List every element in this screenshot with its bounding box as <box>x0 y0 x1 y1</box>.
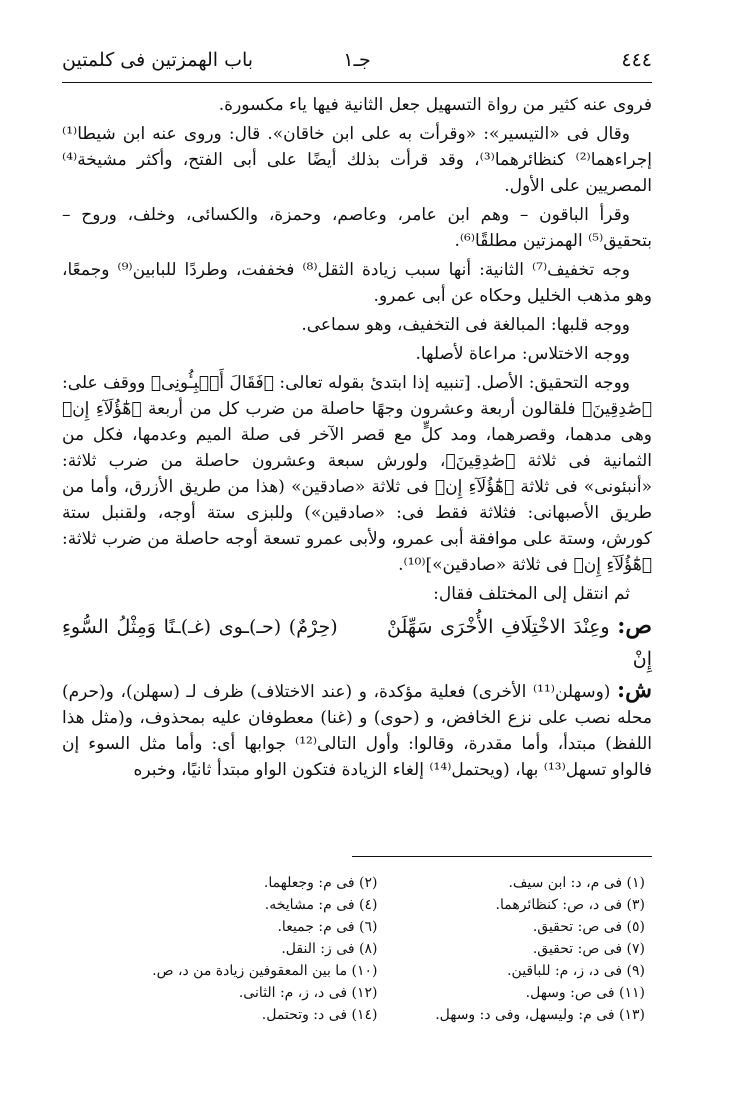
page-header <box>62 44 652 76</box>
commentary-label: ش: <box>617 677 652 703</box>
main-text <box>62 92 652 786</box>
footnote: (١٠) ما بين المعقوفين زيادة من د، ص. <box>152 963 378 979</box>
paragraph: ووجه قلبها: المبالغة فى التخفيف، وهو سماعى. <box>301 315 630 335</box>
paragraph: وقرأ الباقون – وهم ابن عامر، وعاصم، وحمزة، والكسائى، وخلف، وروح – بتحقيق⁽⁵⁾ الهمزتين مطلقًا⁽⁶⁾. <box>62 205 652 251</box>
verse-line <box>62 610 652 675</box>
footnote: (٣) فى د، ص: كنظائرهما. <box>495 897 645 913</box>
footnote: (١) فى م، د: ابن سيف. <box>508 875 645 891</box>
paragraph: وقال فى «التيسير»: «وقرأت به على ابن خاقان». قال: وروى عنه ابن شيطا⁽¹⁾ إجراءهما⁽²⁾ كنظائرهما⁽³⁾، وقد قرأت بذلك أيضًا على أبى الفتح، وأكثر مشيخة⁽⁴⁾ المصريين على الأول. <box>62 124 653 196</box>
paragraph: ووجه الاختلاس: مراعاة لأصلها. <box>415 344 630 364</box>
footnote: (١٣) فى م: وليسهل، وفى د: وسهل. <box>435 1007 645 1023</box>
footnote: (٩) فى د، ز، م: للباقين. <box>507 963 645 979</box>
footnote: (٢) فى م: وجعلهما. <box>263 875 378 891</box>
footnote: (٦) فى م: جميعا. <box>277 919 378 935</box>
header-divider <box>62 82 652 83</box>
footnotes <box>150 872 645 1026</box>
verse-label: ص: <box>617 613 653 639</box>
volume-label: جـ١ <box>343 49 371 71</box>
footnote: (١٤) فى د: وتحتمل. <box>261 1007 378 1023</box>
paragraph: وجه تخفيف⁽⁷⁾ الثانية: أنها سبب زيادة الثقل⁽⁸⁾ فخففت، وطردًا للبابين⁽⁹⁾ وجمعًا، وهو مذهب الخليل وحكاه عن أبى عمرو. <box>62 260 652 306</box>
paragraph: ووجه التحقيق: الأصل. [تنبيه إذا ابتدئ بقوله تعالى: ﴿فَقَالَ أَنۢبِـُٔونِى﴾ ووقف على: ﴿صَٰدِقِينَ﴾ فلقالون أربعة وعشرون وجهًا حاصلة من ضرب كل من أربعة ﴿هَٰٓؤُلَآءِ إِن﴾ وهى مدهما، وقصرهما، ومد كلٍّ مع قصر الآخر فى صلة الميم وعدمها، فكل من الثمانية فى ثلاثة ﴿صَٰدِقِينَ﴾، ولورش سبعة وعشرون حاصلة من ضرب ثلاثة: «أنبئونى» فى ثلاثة ﴿هَٰٓؤُلَآءِ إِن﴾ فى ثلاثة «صادقين» (هذا من طريق الأزرق، وأما من طريق الأصبهانى: فثلاثة فقط فى: «صادقين») وللبزى ستة أوجه، ولقنبل ستة كورش، وستة على موافقة أبى عمرو، ولأبى عمرو تسعة أوجه حاصلة من ضرب ثلاثة: ﴿هَٰٓؤُلَآءِ إِن﴾ فى ثلاثة «صادقين»]⁽¹⁰⁾. <box>62 373 652 575</box>
footnote: (٥) فى ص: تحقيق. <box>532 919 645 935</box>
page-number: ٤٤٤ <box>621 49 652 71</box>
paragraph: فروى عنه كثير من رواة التسهيل جعل الثانية فيها ياء مكسورة. <box>218 95 652 115</box>
verse-hemistich-1: وعِنْدَ الاخْتِلَافِ الأُخْرَى سَهِّلَنْ <box>387 616 610 638</box>
footnote: (١٢) فى د، ز، م: الثانى. <box>238 985 378 1001</box>
footnote: (١١) فى ص: وسهل. <box>525 985 645 1001</box>
footnote: (٧) فى ص: تحقيق. <box>532 941 645 957</box>
commentary-paragraph <box>62 677 652 783</box>
chapter-title: باب الهمزتين فى كلمتين <box>62 49 254 71</box>
footnote: (٤) فى م: مشايخه. <box>264 897 378 913</box>
verse-hemistich-2: (حِرْمٌ) (حـ)ـوى (غـ)ـنًا وَمِثْلُ السُّوءِ إِنْ <box>62 616 652 670</box>
footnote-divider <box>352 856 652 857</box>
commentary-text: (وسهلن⁽¹¹⁾ الأخرى) فعلية مؤكدة، و (عند الاختلاف) ظرف لـ (سهلن)، و(حرم) محله نصب على نزع الخافض، و (حوى) و (غنا) معطوفان عليه بمحذوف، و(مثل هذا اللفظ) مبتدأ، وأما مقدرة، وقالوا: وأول التالى⁽¹²⁾ جوابها أى: وأما مثل السوء إن فالواو تسهل⁽¹³⁾ بها، (ويحتمل⁽¹⁴⁾ إلغاء الزيادة فتكون الواو مبتدأ ثانيًا، وخبره <box>62 682 653 780</box>
paragraph: ثم انتقل إلى المختلف فقال: <box>433 584 630 604</box>
footnote: (٨) فى ز: النقل. <box>281 941 378 957</box>
